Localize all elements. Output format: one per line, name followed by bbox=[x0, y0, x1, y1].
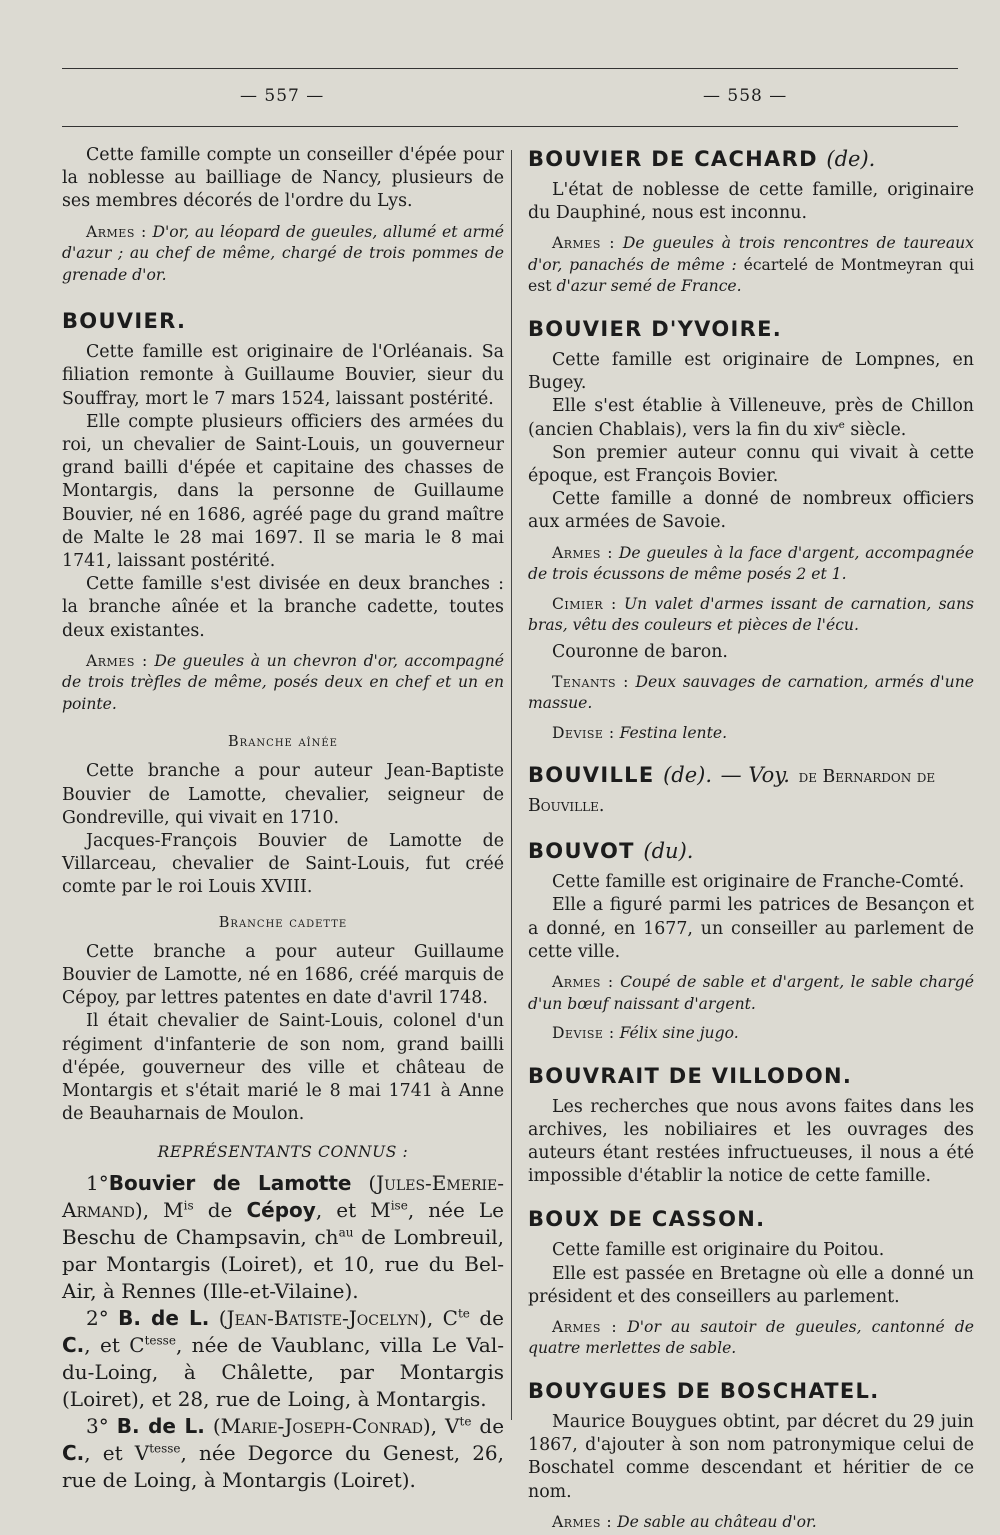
devise-label: Devise : bbox=[552, 723, 615, 742]
arms-label: Armes : bbox=[552, 234, 615, 253]
rep-text: , née de Vaublanc, villa Le Val-du-Loing, à Châlette, par Montargis (Loiret), et 28, rue de Loing, à Montargis. bbox=[62, 1332, 504, 1411]
rep-number: 1° bbox=[86, 1170, 109, 1195]
cachard-heading bbox=[528, 146, 974, 173]
bouvier-paragraph-3: Cette famille s'est divisée en deux branches : la branche aînée et la branche cadette, toutes deux existantes. bbox=[62, 574, 504, 641]
yvoire-paragraph-2 bbox=[528, 395, 974, 441]
entry-title: BOUVILLE bbox=[528, 763, 655, 788]
devise-text: Félix sine jugo. bbox=[619, 1024, 739, 1043]
cachard-paragraph-1: L'état de noblesse de cette famille, originaire du Dauphiné, nous est inconnu. bbox=[528, 180, 974, 224]
arms-text: De sable au château d'or. bbox=[617, 1512, 817, 1531]
arms-label: Armes : bbox=[86, 222, 147, 241]
boschatel-paragraph-1: Maurice Bouygues obtint, par décret du 29 juin 1867, d'ajouter à son nom patronymique celui de Boschatel comme descendant et héritier de ce nom. bbox=[528, 1411, 974, 1502]
arms-label: Armes : bbox=[86, 651, 148, 670]
rep-text: , et C bbox=[84, 1332, 145, 1357]
branche-ainee-heading: Branche aînée bbox=[228, 734, 338, 751]
yvoire-devise bbox=[528, 723, 974, 745]
right-column bbox=[528, 144, 974, 1535]
yvoire-couronne: Couronne de baron. bbox=[552, 641, 728, 662]
devise-text: Festina lente. bbox=[619, 723, 728, 742]
cross-reference: de Bernardon de Bouville. bbox=[528, 767, 936, 817]
rep-initial: C. bbox=[62, 1440, 85, 1465]
rep-given-names: (Jean-Batiste-Jocelyn), bbox=[218, 1305, 434, 1330]
rep-sup: te bbox=[459, 1414, 472, 1429]
ainee-paragraph-2: Jacques-François Bouvier de Lamotte de Villarceau, chevalier de Saint-Louis, fut créé comte par le roi Louis XVIII. bbox=[62, 831, 504, 898]
tenants-label: Tenants : bbox=[552, 672, 629, 691]
bouvot-paragraph-1: Cette famille est originaire de Franche-Comté. bbox=[552, 872, 965, 893]
rep-text: C bbox=[442, 1305, 458, 1330]
devise-label: Devise : bbox=[552, 1024, 615, 1043]
rep-text: de Lombreuil, par Montargis (Loiret), et 10, rue du Bel-Air, à Rennes (Ille-et-Vilaine). bbox=[62, 1224, 505, 1303]
tenants-text: Deux sauvages de carnation, armés d'une massue. bbox=[528, 672, 974, 713]
left-column bbox=[62, 144, 504, 1494]
arms-text: Coupé de sable et d'argent, le sable chargé d'un bœuf naissant d'argent. bbox=[528, 973, 974, 1013]
rep-text: , et V bbox=[84, 1440, 150, 1465]
cachard-arms bbox=[528, 233, 974, 298]
casson-arms bbox=[528, 1317, 974, 1360]
column-divider bbox=[511, 150, 512, 1420]
casson-paragraph-2: Elle est passée en Bretagne où elle a donné un président et des conseillers au parlement. bbox=[528, 1263, 974, 1307]
representant-3 bbox=[62, 1413, 504, 1494]
arms-text: De gueules à la face d'argent, accompagnée de trois écussons de même posés 2 et 1. bbox=[528, 543, 974, 584]
bouvier-paragraph-2: Elle compte plusieurs officiers des armées du roi, un chevalier de Saint-Louis, un gouverneur grand bailli d'épée et capitaine des chasses de Montargis, dans la personne de Guillaume Bouvier, né en 1686, agréé page du grand maître de Malte le 28 mai 1697. Il se maria le 8 mai 1741, laissant postérité. bbox=[62, 411, 504, 571]
paragraph-text: Elle s'est établie à Villeneuve, près de Chillon (ancien Chablais), vers la fin du xiv bbox=[528, 396, 974, 440]
arms-text: D'or au sautoir de gueules, cantonné de quatre merlettes de sable. bbox=[528, 1317, 974, 1358]
bouvier-paragraph-1: Cette famille est originaire de l'Orléanais. Sa filiation remonte à Guillaume Bouvier, sieur du Souffray, mort le 7 mars 1524, laissant postérité. bbox=[62, 342, 504, 409]
cadette-paragraph-2: Il était chevalier de Saint-Louis, colonel d'un régiment d'infanterie de son nom, grand bailli d'épée, gouverneur des ville et château de Montargis et s'était marié le 8 mai 1741 à Anne de Beauharnais de Moulon. bbox=[62, 1011, 504, 1125]
rep-text: de bbox=[207, 1197, 233, 1222]
left-page-number: — 557 — bbox=[240, 86, 325, 106]
villodon-paragraph-1: Les recherches que nous avons faites dans les archives, les nobiliaires et les ouvrages des auteurs étant restées infructueuses, il nous a été impossible d'établir la notice de cette famille. bbox=[528, 1096, 974, 1187]
entry-title: BOUVIER DE CACHARD bbox=[528, 147, 818, 171]
cadette-paragraph-1: Cette branche a pour auteur Guillaume Bouvier de Lamotte, né en 1686, créé marquis de Cépoy, par lettres patentes en date d'avril 1748. bbox=[62, 941, 504, 1009]
rep-name: B. de L. bbox=[116, 1413, 205, 1438]
arms-text: d'azur semé de France. bbox=[556, 277, 742, 296]
bouvot-paragraph-2: Elle a figuré parmi les patrices de Besançon et a donné, en 1677, un conseiller au parlement de cette ville. bbox=[528, 895, 974, 962]
arms-text: De gueules à un chevron d'or, accompagné de trois trèfles de même, posés deux en chef et un en pointe. bbox=[62, 651, 504, 713]
rep-place: Cépoy bbox=[246, 1197, 316, 1222]
rep-given-names: (Jules-Emerie-Armand), bbox=[62, 1170, 504, 1222]
yvoire-heading: BOUVIER D'YVOIRE. bbox=[528, 316, 783, 341]
cimier-text: Un valet d'armes issant de carnation, sans bras, vêtu des couleurs et pièces de l'écu. bbox=[528, 594, 974, 635]
cimier-label: Cimier : bbox=[552, 594, 617, 613]
rep-text: , et M bbox=[315, 1197, 391, 1222]
representants-heading: REPRÉSENTANTS CONNUS : bbox=[157, 1142, 409, 1161]
bouvot-heading bbox=[528, 838, 974, 865]
header-rule bbox=[62, 126, 958, 127]
arms-label: Armes : bbox=[552, 1317, 618, 1336]
entry-title: BOUVOT bbox=[528, 839, 635, 864]
arms-text: D'or, au léopard de gueules, allumé et armé d'azur ; au chef de même, chargé de trois pommes de grenade d'or. bbox=[62, 222, 504, 284]
arms-text: De gueules à trois rencontres de taureaux d'or, panachés de même : bbox=[528, 234, 974, 274]
see-also: — Voy. bbox=[720, 763, 790, 788]
paragraph-sup: e bbox=[838, 418, 845, 431]
casson-heading: BOUX DE CASSON. bbox=[528, 1207, 766, 1232]
intro-arms bbox=[62, 222, 504, 287]
rep-sup: is bbox=[183, 1198, 194, 1213]
rep-sup: tesse bbox=[149, 1441, 181, 1456]
ainee-paragraph-1: Cette branche a pour auteur Jean-Baptiste Bouvier de Lamotte, chevalier, seigneur de Gondreville, qui vivait en 1710. bbox=[62, 761, 504, 828]
rep-number: 3° bbox=[86, 1413, 109, 1438]
rep-text: de bbox=[479, 1413, 505, 1438]
arms-text-roman: écartelé de Montmeyran qui est bbox=[528, 255, 974, 296]
representant-1 bbox=[62, 1170, 504, 1305]
intro-paragraph: Cette famille compte un conseiller d'épée pour la noblesse au bailliage de Nancy, plusieurs de ses membres décorés de l'ordre du Lys. bbox=[62, 145, 504, 212]
rep-name: Bouvier de Lamotte bbox=[108, 1170, 352, 1195]
entry-particle: (de). bbox=[826, 147, 876, 171]
top-rule bbox=[62, 68, 958, 69]
rep-sup: te bbox=[457, 1306, 470, 1321]
entry-particle: (du). bbox=[643, 839, 694, 864]
branche-cadette-heading: Branche cadette bbox=[218, 914, 348, 931]
rep-text: de bbox=[479, 1305, 504, 1330]
yvoire-paragraph-1: Cette famille est originaire de Lompnes, en Bugey. bbox=[528, 349, 974, 394]
villodon-heading: BOUVRAIT DE VILLODON. bbox=[528, 1063, 853, 1088]
paragraph-text: siècle. bbox=[850, 419, 907, 440]
rep-text: V bbox=[445, 1413, 460, 1438]
rep-initial: C. bbox=[62, 1332, 85, 1357]
yvoire-paragraph-3: Son premier auteur connu qui vivait à cette époque, est François Bovier. bbox=[528, 442, 974, 486]
representant-2 bbox=[62, 1305, 504, 1413]
rep-name: B. de L. bbox=[118, 1305, 210, 1330]
rep-sup: tesse bbox=[144, 1333, 176, 1348]
yvoire-paragraph-4: Cette famille a donné de nombreux officiers aux armées de Savoie. bbox=[528, 489, 974, 533]
right-page-number: — 558 — bbox=[703, 86, 788, 106]
arms-label: Armes : bbox=[552, 543, 613, 562]
yvoire-cimier bbox=[528, 594, 974, 637]
yvoire-arms bbox=[528, 543, 974, 586]
rep-sup: ise bbox=[390, 1198, 408, 1213]
bouville-heading bbox=[528, 762, 974, 820]
casson-paragraph-1: Cette famille est originaire du Poitou. bbox=[552, 1240, 885, 1261]
rep-text: , née Le Beschu de Champsavin, ch bbox=[62, 1197, 505, 1249]
rep-sup: au bbox=[338, 1225, 354, 1240]
bouvier-arms bbox=[62, 651, 504, 716]
arms-label: Armes : bbox=[552, 1512, 613, 1531]
arms-label: Armes : bbox=[552, 973, 614, 992]
bouvot-devise bbox=[528, 1023, 974, 1045]
bouvier-heading: BOUVIER. bbox=[62, 309, 187, 334]
bouvot-arms bbox=[528, 972, 974, 1015]
rep-text: , née Degorce du Genest, 26, rue de Loing, à Montargis (Loiret). bbox=[62, 1440, 505, 1492]
yvoire-tenants bbox=[528, 672, 974, 715]
rep-given-names: (Marie-Joseph-Conrad), bbox=[212, 1413, 438, 1438]
boschatel-heading: BOUYGUES DE BOSCHATEL. bbox=[528, 1378, 880, 1403]
rep-text: M bbox=[163, 1197, 184, 1222]
rep-number: 2° bbox=[86, 1305, 109, 1330]
entry-particle: (de). bbox=[663, 763, 713, 788]
